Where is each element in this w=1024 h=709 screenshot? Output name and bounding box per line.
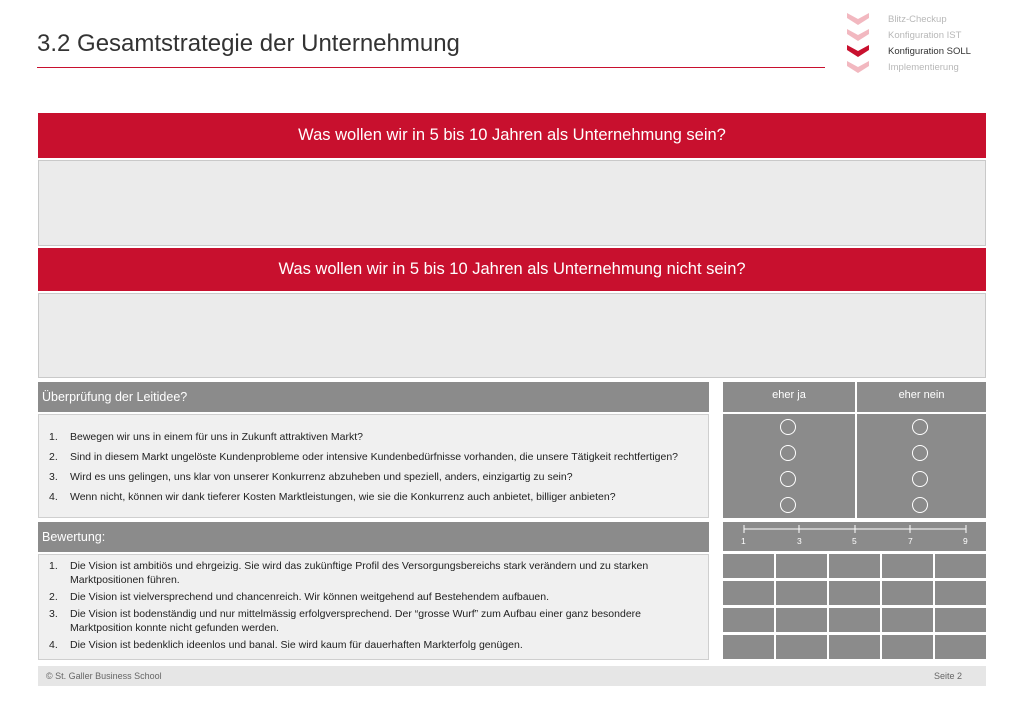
- rating-grid: [723, 554, 986, 660]
- radio-q4-eher-nein[interactable]: [912, 497, 928, 513]
- list-item: 1. Bewegen wir uns in einem für uns in Zukunft attraktiven Markt?: [49, 431, 363, 443]
- page-title: 3.2 Gesamtstrategie der Unternehmung: [37, 30, 460, 57]
- rating-cell-r2-c3[interactable]: [829, 581, 880, 605]
- rating-cell-r2-c4[interactable]: [882, 581, 933, 605]
- nav-step-konfiguration-ist[interactable]: Konfiguration IST: [888, 30, 962, 41]
- radio-q2-eher-nein[interactable]: [912, 445, 928, 461]
- column-eher-ja: eher ja: [723, 382, 855, 412]
- chevron-step-3-icon: [846, 44, 870, 58]
- chevron-step-2-icon: [846, 28, 870, 42]
- rating-cell-r4-c3[interactable]: [829, 635, 880, 659]
- scale-tick-label: 9: [963, 536, 968, 546]
- radio-q3-eher-nein[interactable]: [912, 471, 928, 487]
- radio-q1-eher-ja[interactable]: [780, 419, 796, 435]
- nav-step-konfiguration-soll[interactable]: Konfiguration SOLL: [888, 46, 971, 57]
- question-sein-answer-box[interactable]: [38, 160, 986, 246]
- list-item: 4. Die Vision ist bedenklich ideenlos und banal. Sie wird kaum für dauerhaften Markterfolg genügen.: [49, 639, 523, 651]
- question-nicht-sein-answer-box[interactable]: [38, 293, 986, 378]
- scale-tick-label: 7: [908, 536, 913, 546]
- rating-statement-list: [38, 554, 709, 660]
- list-item: 1. Die Vision ist ambitiös und ehrgeizig. Sie wird das zukünftige Profil des Versorgungsbereichs stark verändern und zu starken Marktpositionen führen.: [49, 560, 649, 586]
- scale-tick-label: 5: [852, 536, 857, 546]
- rating-cell-r4-c2[interactable]: [776, 635, 827, 659]
- footer-page-number: Seite 2: [933, 671, 962, 681]
- question-nicht-sein-header: Was wollen wir in 5 bis 10 Jahren als Unternehmung nicht sein?: [38, 248, 986, 291]
- list-item: 3. Die Vision ist bodenständig und nur mittelmässig erfolgversprechend. Der “grosse Wurf” zum Aufbau einer ganz besondere Marktposition konnte nicht gefunden werden.: [49, 608, 641, 634]
- list-item: 2. Die Vision ist vielversprechend und chancenreich. Wir können weitgehend auf Bestehendem aufbauen.: [49, 591, 550, 603]
- radio-q1-eher-nein[interactable]: [912, 419, 928, 435]
- rating-cell-r4-c1[interactable]: [723, 635, 774, 659]
- radio-q4-eher-ja[interactable]: [780, 497, 796, 513]
- rating-cell-r2-c1[interactable]: [723, 581, 774, 605]
- rating-cell-r1-c2[interactable]: [776, 554, 827, 578]
- nav-step-blitz-checkup[interactable]: Blitz-Checkup: [888, 14, 947, 25]
- rating-cell-r3-c5[interactable]: [935, 608, 986, 632]
- list-item: 2. Sind in diesem Markt ungelöste Kundenprobleme oder intensive Kundenbedürfnisse vorhanden, die unsere Tätigkeit rechtfertigen?: [49, 451, 679, 463]
- chevron-step-1-icon: [846, 12, 870, 26]
- nav-step-implementierung[interactable]: Implementierung: [888, 62, 959, 73]
- progress-nav: [846, 10, 1016, 80]
- review-question-list: [38, 414, 709, 518]
- rating-cell-r3-c3[interactable]: [829, 608, 880, 632]
- eher-nein-panel: [857, 414, 986, 518]
- footer: [38, 666, 986, 686]
- rating-cell-r1-c4[interactable]: [882, 554, 933, 578]
- rating-cell-r3-c2[interactable]: [776, 608, 827, 632]
- radio-q3-eher-ja[interactable]: [780, 471, 796, 487]
- rating-cell-r2-c5[interactable]: [935, 581, 986, 605]
- rating-cell-r1-c3[interactable]: [829, 554, 880, 578]
- rating-heading: Bewertung:: [38, 522, 709, 552]
- rating-cell-r1-c5[interactable]: [935, 554, 986, 578]
- eher-ja-panel: [723, 414, 855, 518]
- chevron-step-4-icon: [846, 60, 870, 74]
- list-item: 4. Wenn nicht, können wir dank tieferer Kosten Marktleistungen, wie sie die Konkurrenz auch anbietet, billiger anbieten?: [49, 491, 616, 503]
- column-eher-nein: eher nein: [857, 382, 986, 412]
- scale-tick-label: 1: [741, 536, 746, 546]
- rating-scale-line: [723, 522, 986, 536]
- rating-cell-r1-c1[interactable]: [723, 554, 774, 578]
- scale-tick-label: 3: [797, 536, 802, 546]
- radio-q2-eher-ja[interactable]: [780, 445, 796, 461]
- list-item: 3. Wird es uns gelingen, uns klar von unserer Konkurrenz abzuheben und speziell, anders, einzigartig zu sein?: [49, 471, 573, 483]
- title-divider: [37, 67, 825, 68]
- rating-cell-r3-c1[interactable]: [723, 608, 774, 632]
- footer-copyright: © St. Galler Business School: [46, 671, 162, 681]
- rating-cell-r4-c5[interactable]: [935, 635, 986, 659]
- rating-cell-r2-c2[interactable]: [776, 581, 827, 605]
- question-sein-header: Was wollen wir in 5 bis 10 Jahren als Unternehmung sein?: [38, 113, 986, 158]
- rating-scale: [723, 522, 986, 551]
- rating-cell-r3-c4[interactable]: [882, 608, 933, 632]
- rating-cell-r4-c4[interactable]: [882, 635, 933, 659]
- review-heading: Überprüfung der Leitidee?: [38, 382, 709, 412]
